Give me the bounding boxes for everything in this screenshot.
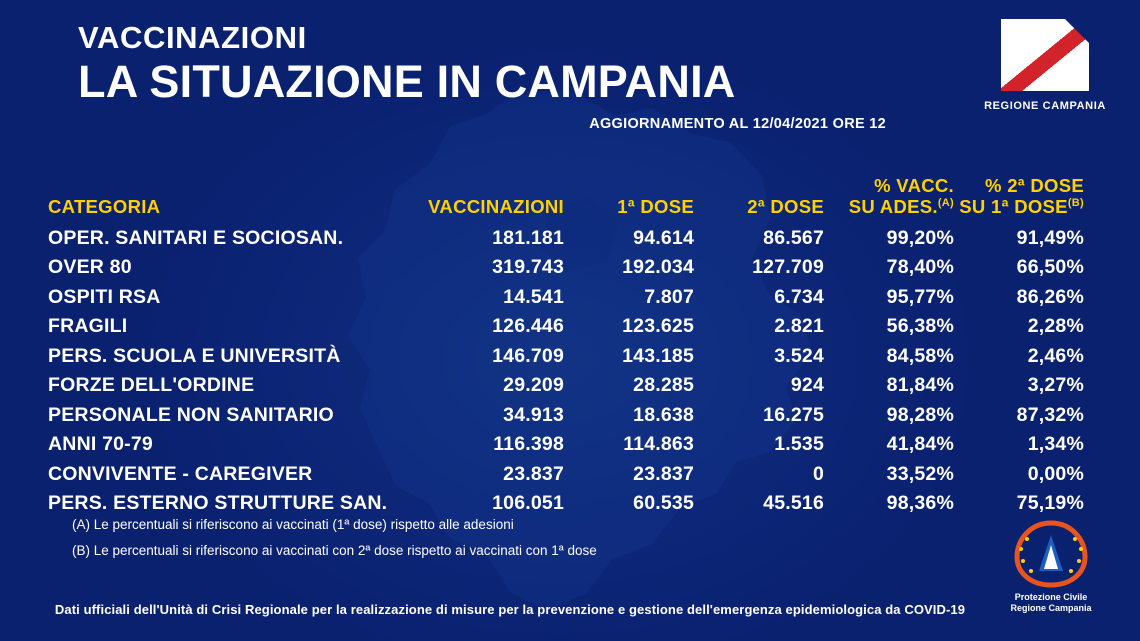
row-categoria: ANNI 70-79 bbox=[48, 433, 153, 456]
row-prima-dose: 192.034 bbox=[622, 256, 694, 279]
header bbox=[78, 22, 886, 132]
col-header-perc-adesioni bbox=[828, 176, 958, 218]
row-seconda-dose: 924 bbox=[790, 374, 824, 397]
row-perc-seconda: 1,34% bbox=[1027, 433, 1084, 456]
row-vaccinazioni: 29.209 bbox=[503, 374, 564, 397]
row-seconda-dose: 45.516 bbox=[763, 492, 824, 515]
row-prima-dose: 7.807 bbox=[644, 285, 694, 308]
row-seconda-dose: 86.567 bbox=[763, 226, 824, 249]
col-header-perc-seconda-line2: SU 1ª $DOSE^{(B)}$ bbox=[959, 195, 1084, 217]
page-kicker: VACCINAZIONI bbox=[78, 20, 307, 55]
protezione-civile-label bbox=[996, 592, 1106, 615]
table-row bbox=[48, 224, 1092, 254]
row-perc-seconda: 87,32% bbox=[1016, 403, 1084, 426]
note-ref-b: (B) bbox=[1067, 196, 1084, 209]
row-perc-adesioni: 41,84% bbox=[886, 433, 954, 456]
campania-flag-icon bbox=[998, 16, 1092, 94]
regione-campania-logo bbox=[980, 16, 1110, 112]
col-header-categoria: CATEGORIA bbox=[48, 195, 161, 217]
row-seconda-dose: 16.275 bbox=[763, 403, 824, 426]
row-vaccinazioni: 106.051 bbox=[492, 492, 564, 515]
row-perc-seconda: 91,49% bbox=[1016, 226, 1084, 249]
row-seconda-dose: 1.535 bbox=[774, 433, 824, 456]
pc-label-line1: Protezione Civile bbox=[1014, 591, 1088, 602]
row-prima-dose: 143.185 bbox=[622, 344, 694, 367]
col-header-perc-seconda-line1: % 2ª DOSE bbox=[985, 175, 1084, 196]
row-categoria: OVER 80 bbox=[48, 256, 132, 279]
row-prima-dose: 94.614 bbox=[633, 226, 694, 249]
page-title: LA SITUAZIONE IN CAMPANIA bbox=[78, 55, 736, 107]
row-prima-dose: 23.837 bbox=[633, 462, 694, 485]
row-prima-dose: 114.863 bbox=[623, 433, 694, 456]
row-seconda-dose: 6.734 bbox=[774, 285, 824, 308]
row-perc-adesioni: 99,20% bbox=[886, 226, 954, 249]
row-perc-adesioni: 84,58% bbox=[886, 344, 954, 367]
row-categoria: PERS. SCUOLA E UNIVERSITÀ bbox=[48, 344, 341, 367]
table-header-row bbox=[48, 176, 1092, 224]
row-perc-adesioni: 78,40% bbox=[886, 256, 954, 279]
table-row bbox=[48, 401, 1092, 431]
footnote-a: (A) Le percentuali si riferiscono ai vaccinati (1ª dose) rispetto alle adesioni bbox=[72, 517, 514, 532]
row-perc-adesioni: 33,52% bbox=[886, 462, 954, 485]
col-header-perc-adesioni-line2: SU ADES.$^{(A)}$ bbox=[848, 195, 954, 217]
col-header-perc-adesioni-line1: % VACC. bbox=[874, 175, 954, 196]
row-perc-adesioni: 81,84% bbox=[886, 374, 954, 397]
row-vaccinazioni: 23.837 bbox=[503, 462, 564, 485]
pc-label-line2: Regione Campania bbox=[1010, 603, 1092, 614]
footer-source: Dati ufficiali dell'Unità di Crisi Regionale per la realizzazione di misure per la prevenzione e gestione dell'emergenza epidemiologica da COVID-19 bbox=[54, 602, 966, 617]
row-perc-seconda: 86,26% bbox=[1016, 285, 1084, 308]
row-vaccinazioni: 126.446 bbox=[492, 315, 564, 338]
row-perc-adesioni: 95,77% bbox=[886, 285, 954, 308]
update-timestamp: AGGIORNAMENTO AL 12/04/2021 ORE 12 bbox=[589, 115, 886, 132]
row-categoria: PERS. ESTERNO STRUTTURE SAN. bbox=[48, 492, 388, 515]
row-seconda-dose: 2.821 bbox=[774, 315, 824, 338]
col-header-perc-seconda-dose bbox=[958, 176, 1088, 218]
table-row bbox=[48, 430, 1092, 460]
table-row bbox=[48, 253, 1092, 283]
footnote-b: (B) Le percentuali si riferiscono ai vaccinati con 2ª dose rispetto ai vaccinati con 1ª dose bbox=[72, 543, 597, 559]
row-categoria: CONVIVENTE - CAREGIVER bbox=[48, 462, 313, 485]
row-prima-dose: 123.625 bbox=[622, 315, 694, 338]
row-perc-seconda: 75,19% bbox=[1016, 492, 1084, 515]
row-vaccinazioni: 34.913 bbox=[503, 403, 564, 426]
row-seconda-dose: 127.709 bbox=[752, 256, 824, 279]
row-vaccinazioni: 319.743 bbox=[492, 256, 564, 279]
col-header-prima-dose: 1ª DOSE bbox=[617, 195, 694, 217]
row-vaccinazioni: 146.709 bbox=[492, 344, 564, 367]
row-vaccinazioni: 181.181 bbox=[492, 226, 564, 249]
row-perc-seconda: 0,00% bbox=[1027, 462, 1084, 485]
table-row bbox=[48, 371, 1092, 401]
row-perc-seconda: 2,28% bbox=[1027, 315, 1084, 338]
row-categoria: PERSONALE NON SANITARIO bbox=[48, 403, 334, 426]
row-perc-seconda: 2,46% bbox=[1027, 344, 1084, 367]
row-perc-adesioni: 56,38% bbox=[886, 315, 954, 338]
row-perc-adesioni: 98,28% bbox=[886, 403, 954, 426]
table-row bbox=[48, 283, 1092, 313]
col-header-vaccinazioni: VACCINAZIONI bbox=[428, 195, 564, 217]
row-perc-adesioni: 98,36% bbox=[886, 492, 954, 515]
protezione-civile-logo bbox=[996, 519, 1106, 615]
regione-campania-label: REGIONE CAMPANIA bbox=[984, 100, 1106, 112]
row-vaccinazioni: 14.541 bbox=[503, 285, 564, 308]
row-perc-seconda: 3,27% bbox=[1027, 374, 1084, 397]
protezione-civile-icon bbox=[1009, 519, 1093, 589]
footnotes bbox=[72, 512, 597, 565]
row-seconda-dose: 0 bbox=[812, 462, 824, 485]
row-categoria: FORZE DELL'ORDINE bbox=[48, 374, 255, 397]
vaccination-table bbox=[48, 176, 1092, 519]
table-row bbox=[48, 312, 1092, 342]
table-row bbox=[48, 460, 1092, 490]
row-seconda-dose: 3.524 bbox=[774, 344, 824, 367]
row-categoria: FRAGILI bbox=[48, 315, 128, 338]
row-prima-dose: 18.638 bbox=[633, 403, 694, 426]
row-categoria: OSPITI RSA bbox=[48, 285, 161, 308]
note-ref-a: (A) bbox=[937, 196, 954, 209]
table-row bbox=[48, 342, 1092, 372]
row-perc-seconda: 66,50% bbox=[1016, 256, 1084, 279]
row-vaccinazioni: 116.398 bbox=[493, 433, 564, 456]
row-categoria: OPER. SANITARI E SOCIOSAN. bbox=[48, 226, 344, 249]
row-prima-dose: 28.285 bbox=[633, 374, 694, 397]
row-prima-dose: 60.535 bbox=[633, 492, 694, 515]
col-header-seconda-dose: 2ª DOSE bbox=[747, 195, 824, 217]
